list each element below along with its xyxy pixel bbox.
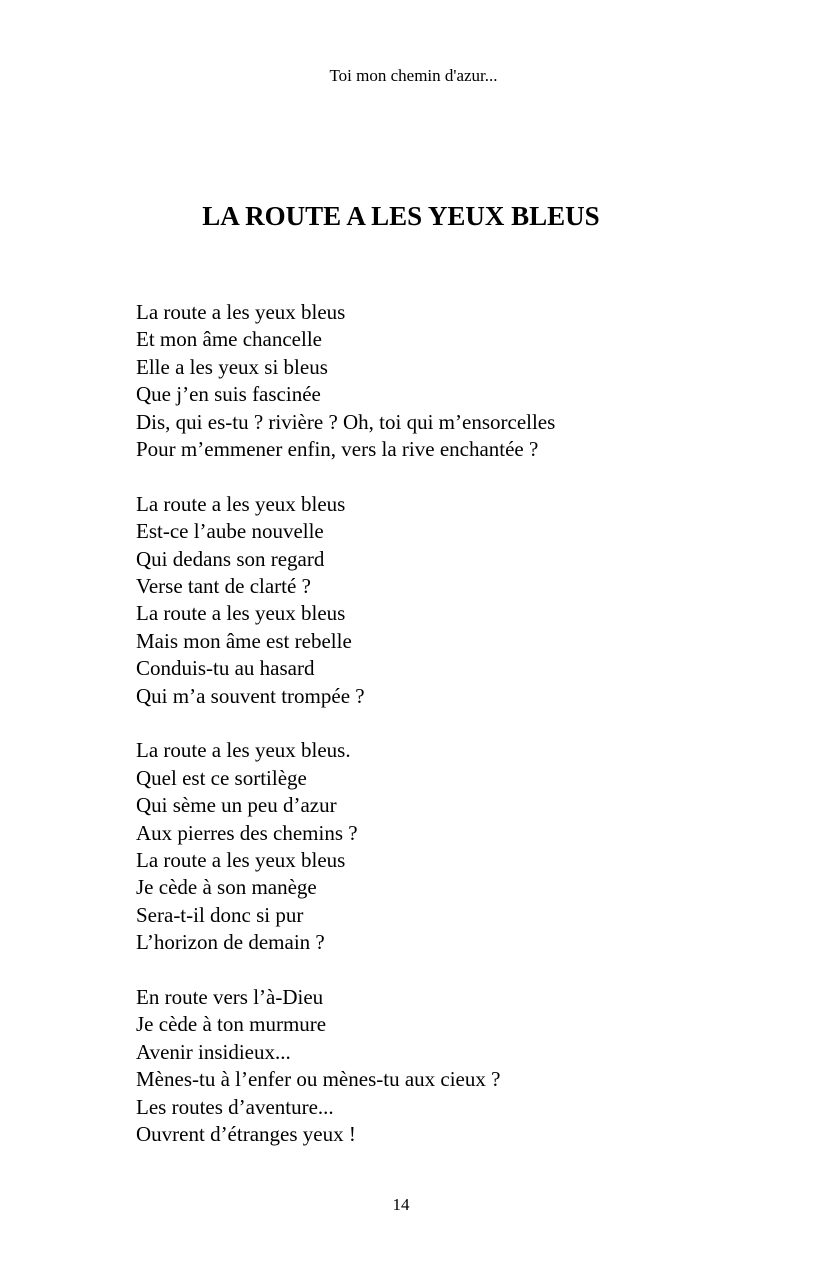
- running-header: Toi mon chemin d'azur...: [329, 66, 498, 85]
- verse-line: Est-ce l’aube nouvelle: [136, 519, 324, 544]
- verse-line: Sera-t-il donc si pur: [136, 902, 304, 927]
- stanza-3: [136, 737, 776, 956]
- verse-line: Conduis-tu au hasard: [136, 656, 315, 681]
- verse-line: La route a les yeux bleus.: [136, 738, 351, 763]
- verse-line: Pour m’emmener enfin, vers la rive enchantée ?: [136, 436, 539, 461]
- verse-line: La route a les yeux bleus: [136, 601, 346, 626]
- verse-line: Que j’en suis fascinée: [136, 382, 321, 407]
- verse-line: Qui sème un peu d’azur: [136, 793, 337, 818]
- verse-line: Mais mon âme est rebelle: [136, 628, 352, 653]
- verse-line: Dis, qui es-tu ? rivière ? Oh, toi qui m’ensorcelles: [136, 409, 556, 434]
- stanza-4: [136, 984, 776, 1148]
- verse-line: La route a les yeux bleus: [136, 848, 346, 873]
- verse-line: Les routes d’aventure...: [136, 1094, 334, 1119]
- verse-line: Je cède à ton murmure: [136, 1012, 327, 1037]
- verse-line: Aux pierres des chemins ?: [136, 820, 358, 845]
- poem-title: LA ROUTE A LES YEUX BLEUS: [202, 201, 600, 231]
- verse-line: Ouvrent d’étranges yeux !: [136, 1122, 356, 1147]
- stanza-1: [136, 299, 776, 463]
- poem-body: [136, 299, 776, 1176]
- verse-line: La route a les yeux bleus: [136, 491, 346, 516]
- verse-line: Qui dedans son regard: [136, 546, 325, 571]
- verse-line: Et mon âme chancelle: [136, 327, 322, 352]
- page-number: 14: [392, 1195, 410, 1214]
- verse-line: Mènes-tu à l’enfer ou mènes-tu aux cieux ?: [136, 1067, 501, 1092]
- verse-line: Avenir insidieux...: [136, 1039, 291, 1064]
- stanza-2: [136, 491, 776, 710]
- verse-line: La route a les yeux bleus: [136, 300, 346, 324]
- verse-line: L’horizon de demain ?: [136, 930, 325, 955]
- verse-line: Elle a les yeux si bleus: [136, 354, 328, 379]
- verse-line: Qui m’a souvent trompée ?: [136, 683, 365, 708]
- verse-line: Verse tant de clarté ?: [136, 574, 311, 599]
- verse-line: Quel est ce sortilège: [136, 765, 307, 790]
- verse-line: En route vers l’à-Dieu: [136, 985, 324, 1010]
- verse-line: Je cède à son manège: [136, 875, 317, 900]
